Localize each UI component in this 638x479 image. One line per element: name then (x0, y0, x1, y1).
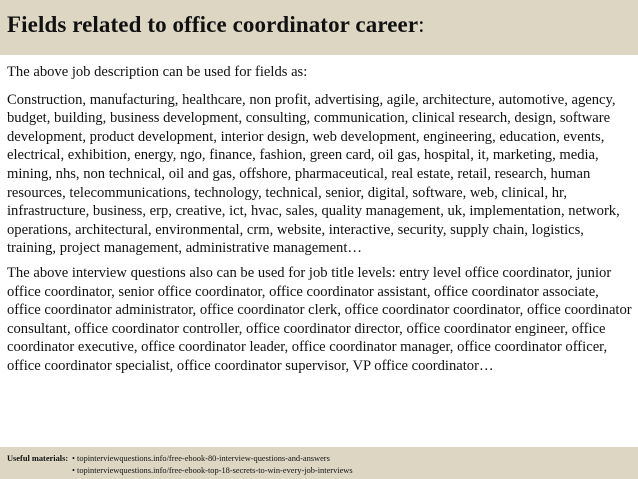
useful-materials-links (72, 453, 353, 476)
useful-materials-label: Useful materials: (7, 454, 69, 463)
title-bar (0, 0, 638, 55)
ebook-18-secrets-link[interactable]: • topinterviewquestions.info/free-ebook-top-18-secrets-to-win-every-job-interviews (72, 465, 353, 475)
job-levels-paragraph: The above interview questions also can be used for job title levels: entry level office coordinator, junior office coordinator, senior office coordinator, office coordinator assistant, office coordinator associate, office coordinator administrator, office coordinator clerk, office coordinator coordinator, office coordinator consultant, office coordinator controller, office coordinator director, office coordinator engineer, office coordinator executive, office coordinator leader, office coordinator manager, office coordinator officer, office coordinator specialist, office coordinator supervisor, VP office coordinator… (7, 264, 632, 374)
ebook-80-questions-link[interactable]: • topinterviewquestions.info/free-ebook-80-interview-questions-and-answers (72, 454, 330, 463)
page-title-colon: : (418, 12, 425, 37)
fields-paragraph: Construction, manufacturing, healthcare, non profit, advertising, agile, architecture, automotive, agency, budget, building, business development, consulting, communication, clinical research, design, software development, product development, interior design, web development, engineering, education, events, electrical, exhibition, energy, ngo, finance, fashion, green card, oil gas, hospital, it, marketing, media, mining, nhs, non technical, oil and gas, offshore, pharmaceutical, real estate, retail, research, human resources, telecommunications, technology, technical, senior, digital, software, web, clinical, hr, infrastructure, business, erp, creative, ict, hvac, sales, quality management, uk, implementation, network, operations, architectural, environmental, crm, website, interactive, security, supply chain, logistics, training, project management, administrative management… (7, 91, 620, 257)
main-content (7, 63, 633, 382)
page-title-text: Fields related to office coordinator career (7, 12, 419, 37)
intro-text: The above job description can be used for fields as: (7, 64, 308, 80)
footer-bar (0, 447, 638, 479)
page-title (7, 12, 425, 38)
